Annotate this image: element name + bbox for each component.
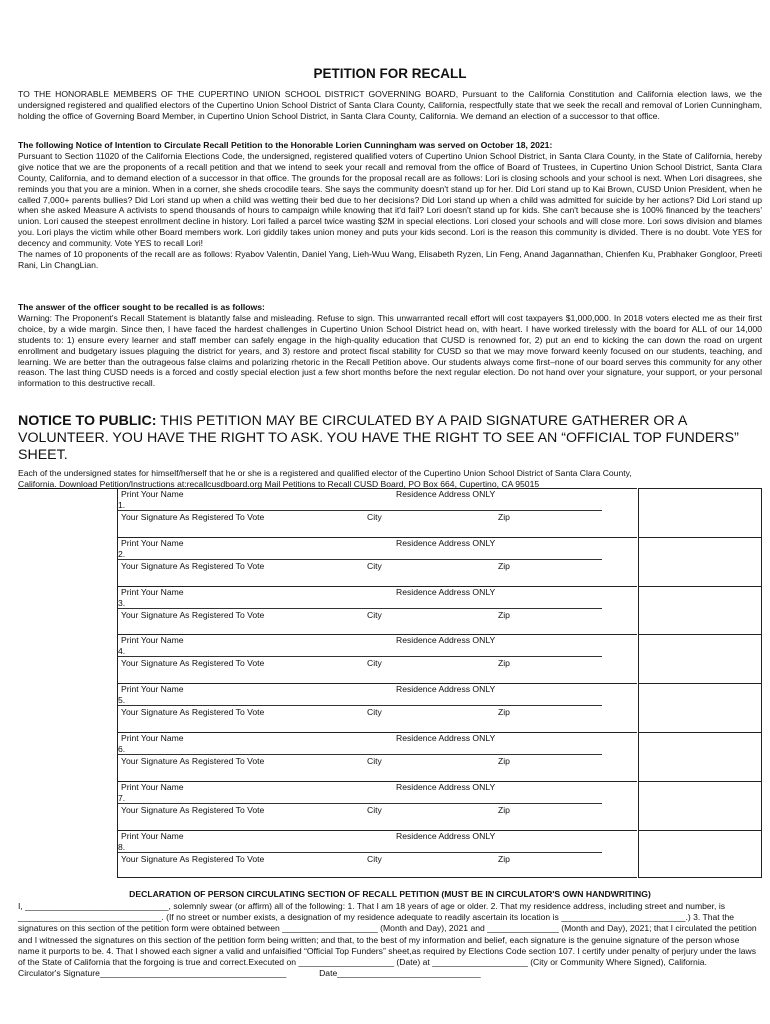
row-number: 5. <box>118 695 126 706</box>
signature-label: Your Signature As Registered To Vote <box>121 512 265 522</box>
print-name-label: Print Your Name <box>121 830 184 841</box>
zip-label: Zip <box>498 853 510 864</box>
city-label: City <box>367 658 382 669</box>
name-address-line <box>118 608 602 609</box>
city-label: City <box>367 609 382 620</box>
signature-row[interactable] <box>117 732 762 781</box>
row-number: 6. <box>118 744 126 754</box>
answer-heading: The answer of the officer sought to be recalled is as follows: <box>18 302 265 312</box>
name-address-line <box>118 705 602 706</box>
name-address-line <box>118 559 602 560</box>
signature-label: Your Signature As Registered To Vote <box>121 609 265 620</box>
name-address-line <box>118 510 602 511</box>
residence-address-label: Residence Address ONLY <box>396 830 496 841</box>
signature-label: Your Signature As Registered To Vote <box>121 804 265 815</box>
signature-row[interactable] <box>117 830 762 879</box>
signature-row[interactable] <box>117 683 762 732</box>
signature-table <box>117 488 762 879</box>
print-name-label: Print Your Name <box>121 684 184 695</box>
notice-of-intention-section <box>18 140 762 271</box>
city-label: City <box>367 756 382 766</box>
print-name-label: Print Your Name <box>121 537 184 548</box>
public-notice <box>18 413 758 464</box>
zip-label: Zip <box>498 609 510 620</box>
print-name-label: Print Your Name <box>121 586 184 597</box>
residence-address-label: Residence Address ONLY <box>396 537 496 548</box>
signature-entry-cell[interactable] <box>117 537 637 586</box>
print-name-label: Print Your Name <box>121 733 184 743</box>
name-address-line <box>118 852 602 853</box>
signature-label: Your Signature As Registered To Vote <box>121 756 265 766</box>
zip-label: Zip <box>498 658 510 669</box>
office-use-cell <box>638 683 762 732</box>
elector-statement-line1: Each of the undersigned states for himself/herself that he or she is a registered and qualified elector of the Cupertino Union School District of Santa Clara County, <box>18 468 632 478</box>
public-notice-text: THIS PETITION MAY BE CIRCULATED BY A PAID SIGNATURE GATHERER OR A VOLUNTEER. YOU HAVE THE RIGHT TO ASK. YOU HAVE THE RIGHT TO SEE AN “OFFICIAL TOP FUNDERS” SHEET. <box>18 413 739 463</box>
declaration-text <box>18 901 762 979</box>
elector-statement <box>18 468 762 490</box>
zip-label: Zip <box>498 560 510 571</box>
signature-row[interactable] <box>117 634 762 683</box>
print-name-label: Print Your Name <box>121 635 184 646</box>
residence-address-label: Residence Address ONLY <box>396 781 496 792</box>
signature-entry-cell[interactable] <box>117 830 637 879</box>
residence-address-label: Residence Address ONLY <box>396 733 496 743</box>
office-use-cell <box>638 488 762 537</box>
residence-address-label: Residence Address ONLY <box>396 635 496 646</box>
signature-entry-cell[interactable] <box>117 732 637 781</box>
city-label: City <box>367 804 382 815</box>
proponents-list: The names of 10 proponents of the recall are as follows: Ryabov Valentin, Daniel Yang, Lieh-Wuu Wang, Elisabeth Ryzen, Lin Feng, Anand Jagannathan, Chienfen Ku, Prabhaker Gongloor, Preeti Rani, Lin ChangLian. <box>18 249 762 270</box>
page-title: PETITION FOR RECALL <box>313 66 467 81</box>
name-address-line <box>118 754 602 755</box>
residence-address-label: Residence Address ONLY <box>396 489 496 499</box>
signature-entry-cell[interactable] <box>117 781 637 830</box>
row-number: 1. <box>118 500 126 510</box>
office-use-cell <box>638 537 762 586</box>
circulator-signature-line[interactable]: Circulator's Signature_______________________________________ <box>18 968 287 979</box>
signature-row[interactable] <box>117 586 762 635</box>
row-number: 3. <box>118 597 126 608</box>
signature-entry-cell[interactable] <box>117 683 637 732</box>
signature-row[interactable] <box>117 488 762 537</box>
signature-entry-cell[interactable] <box>117 586 637 635</box>
signature-entry-cell[interactable] <box>117 488 637 537</box>
zip-label: Zip <box>498 512 510 522</box>
city-label: City <box>367 853 382 864</box>
signature-label: Your Signature As Registered To Vote <box>121 658 265 669</box>
office-use-cell <box>638 586 762 635</box>
city-label: City <box>367 707 382 718</box>
residence-address-label: Residence Address ONLY <box>396 586 496 597</box>
officer-answer-section <box>18 302 762 389</box>
print-name-label: Print Your Name <box>121 781 184 792</box>
office-use-cell <box>638 781 762 830</box>
city-label: City <box>367 512 382 522</box>
office-use-cell <box>638 634 762 683</box>
public-notice-label: NOTICE TO PUBLIC: <box>18 413 157 429</box>
signature-label: Your Signature As Registered To Vote <box>121 853 265 864</box>
notice-heading: The following Notice of Intention to Circulate Recall Petition to the Honorable Lorien Cunningham was served on October 18, 2021: <box>18 140 553 150</box>
elector-statement-line2: California. Download Petition/Instructions at:recallcusdboard.org Mail Petitions to Recall CUSD Board, PO Box 664, Cupertino, CA 95015 <box>18 479 540 489</box>
date-line[interactable]: Date______________________________ <box>319 968 481 979</box>
zip-label: Zip <box>498 756 510 766</box>
name-address-line <box>118 656 602 657</box>
row-number: 7. <box>118 792 126 803</box>
office-use-cell <box>638 830 762 879</box>
signature-label: Your Signature As Registered To Vote <box>121 707 265 718</box>
row-number: 4. <box>118 646 126 657</box>
signature-row[interactable] <box>117 781 762 830</box>
intro-paragraph: TO THE HONORABLE MEMBERS OF THE CUPERTINO UNION SCHOOL DISTRICT GOVERNING BOARD, Pursuant to the California Constitution and California election laws, we the undersigned registered and qualified electors of the Cupertino Union School District of Santa Clara County, California, respectfully state that we seek the recall and removal of Lorien Cunningham, holding the office of Governing Board Member, in Cupertino Union School District, in Santa Clara County, California. We demand an election of a successor to that office. <box>18 89 762 121</box>
residence-address-label: Residence Address ONLY <box>396 684 496 695</box>
notice-body: Pursuant to Section 11020 of the California Elections Code, the undersigned, registered qualified voters of Cupertino Union School District, in Santa Clara County, in the State of California, hereby give notice that we are the proponents of a recall petition and that we intend to seek your recall and removal from the office of Board of Trustees, in Cupertino Union School District, Santa Clara County, California, and to demand election of a successor in that office. The grounds for the proposal recall are as follows: Lori is closing schools and your school is next. When Lori disagrees, she reminds you that you are a minion. When in a corner, she sheds crocodile tears. She says the community doesn't stand up for her. Did Lori stand up to Kai Brown, CUSD Union President, when he called 7,000+ parents bullies? Did Lori stand up when a child was wetting their bed due to her decisions? Did Lori stand up when a child was admitted for suicide by her actions? Did Lori stand up when she asked Measure A activists to spend thousands of hours to campaign while knowing that it'd fail? Lori doesn't stand up for kids. She can't because she is 100% financed by the teachers' union. Lori caused the steepest enrollment decline in history. Lori failed a parcel twice wasting $2M in special elections. Lori closed your schools and will close more. Lori sows division and blames you. Lori plays the victim while other Board members work. Lori giddily takes union money and puts your kids second. Lori is the reason this community is divided. There is no doubt. Vote YES for decency and community. Vote YES to recall Lori! <box>18 150 762 249</box>
zip-label: Zip <box>498 707 510 718</box>
signature-entry-cell[interactable] <box>117 634 637 683</box>
print-name-label: Print Your Name <box>121 489 184 499</box>
signature-row[interactable] <box>117 537 762 586</box>
row-number: 8. <box>118 841 126 852</box>
declaration-title: DECLARATION OF PERSON CIRCULATING SECTION OF RECALL PETITION (MUST BE IN CIRCULATOR'S OWN HANDWRITING) <box>129 889 651 899</box>
answer-body: Warning: The Proponent's Recall Statement is blatantly false and misleading. Refuse to sign. This unwarranted recall effort will cost taxpayers $1,000,000. In 2018 voters elected me as their first choice, by a wide margin. Since then, I have faced the hardest challenges in Cupertino Union School District head on, with heart. I have worked tirelessly with the board for ALL of our 14,000 students to: 1) ensure every learner and staff member can safely engage in the high-quality education that CUSD is renowned for, 2) put an end to kicking the can down the road on urgent enrollment and budgetary issues plaguing the district for years, and 3) restore and protect fiscal stability for CUSD so that we may move forward keenly focused on our students, teaching, and learning. We are better than the outrageous false claims and polarizing rhetoric in the Recall Petition above. Our students always come first–none of our board serves this community for any other reason. The last thing CUSD needs is a forced and costly special election just a few short months before the next regular election. Do not hand over your signature, your support, or your personal information to this destructive recall. <box>18 312 762 389</box>
declaration-body: I, ______________________________, solemnly swear (or affirm) all of the following: 1. That I am 18 years of age or older. 2. That my residence address, including street and number, is ______________________________. (If no street or number exists, a designation of my residence adequate to readily ascertain its location is __________________________.) 3. That the signatures on this section of the petition form were obtained between ____________________ (Month and Day), 2021 and _______________ (Month and Day), 2021; that I circulated the petition and I witnessed the signatures on this section of the petition form being written; and that, to the best of my information and belief, each signature is the genuine signature of the person whose name it purports to be. 4. That I showed each signer a valid and unfaisified “Official Top Funders” sheet,as required by Elections Code section 107. I certify under penalty of perjury under the laws of the State of California that the forgoing is true and correct.Executed on ____________________ (Date) at ____________________ (City or Community Where Signed), California. <box>18 901 757 968</box>
office-use-cell <box>638 732 762 781</box>
row-number: 2. <box>118 548 126 559</box>
zip-label: Zip <box>498 804 510 815</box>
name-address-line <box>118 803 602 804</box>
city-label: City <box>367 560 382 571</box>
signature-label: Your Signature As Registered To Vote <box>121 560 265 571</box>
